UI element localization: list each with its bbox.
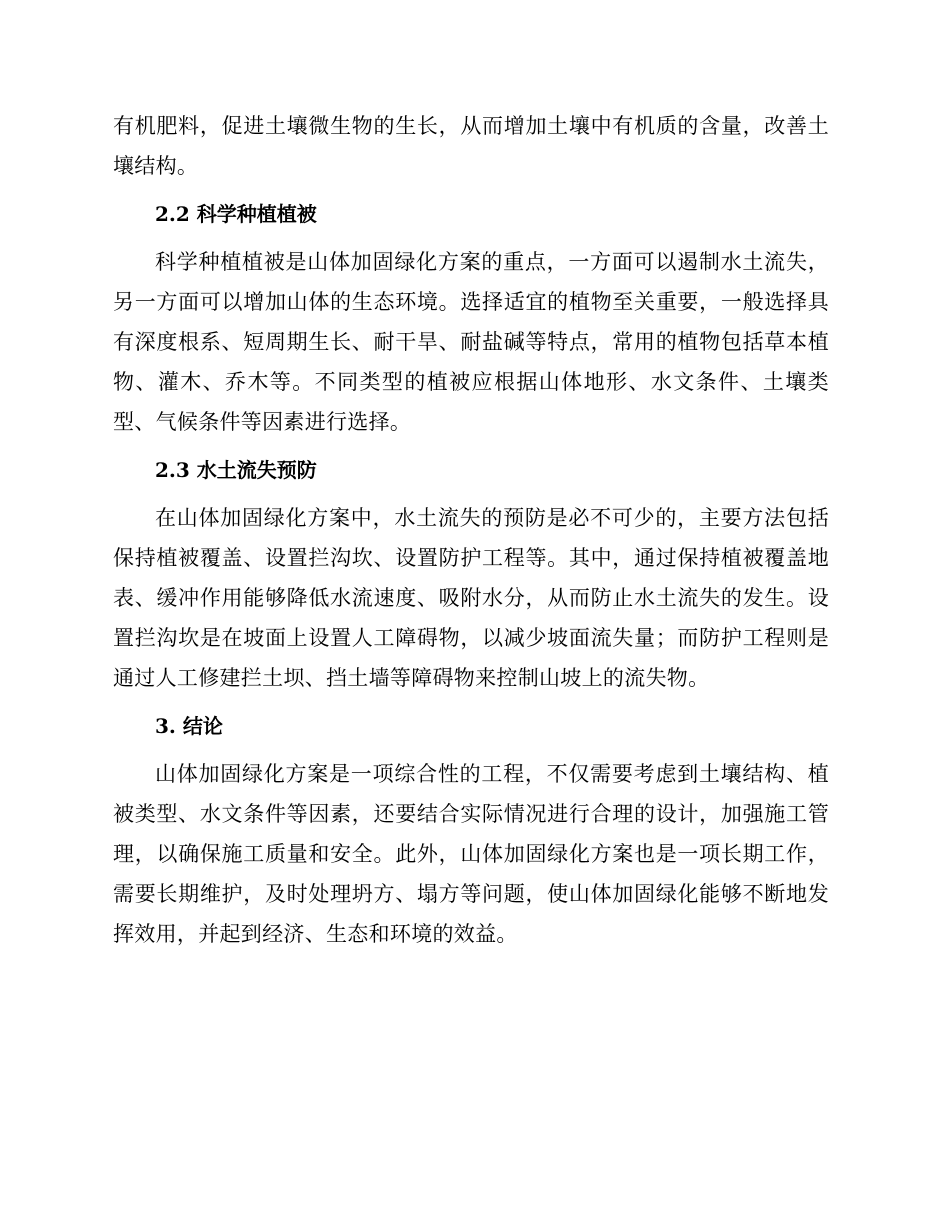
- document-page: [113, 106, 829, 954]
- paragraph-continuation: 有机肥料，促进土壤微生物的生长，从而增加土壤中有机质的含量，改善土壤结构。: [113, 114, 829, 178]
- paragraph-conclusion: 山体加固绿化方案是一项综合性的工程，不仅需要考虑到土壤结构、植被类型、水文条件等因素，还要结合实际情况进行合理的设计，加强施工管理，以确保施工质量和安全。此外，山体加固绿化方案也是一项长期工作，需要长期维护，及时处理坍方、塌方等问题，使山体加固绿化能够不断地发挥效用，并起到经济、生态和环境的效益。: [113, 762, 829, 946]
- paragraph-erosion-prevention: 在山体加固绿化方案中，水土流失的预防是必不可少的，主要方法包括保持植被覆盖、设置拦沟坎、设置防护工程等。其中，通过保持植被覆盖地表、缓冲作用能够降低水流速度、吸附水分，从而防止水土流失的发生。设置拦沟坎是在坡面上设置人工障碍物，以减少坡面流失量；而防护工程则是通过人工修建拦土坝、挡土墙等障碍物来控制山坡上的流失物。: [113, 506, 829, 690]
- paragraph-vegetation: 科学种植植被是山体加固绿化方案的重点，一方面可以遏制水土流失，另一方面可以增加山体的生态环境。选择适宜的植物至关重要，一般选择具有深度根系、短周期生长、耐干旱、耐盐碱等特点，常用的植物包括草本植物、灌木、乔木等。不同类型的植被应根据山体地形、水文条件、土壤类型、气候条件等因素进行选择。: [113, 250, 829, 434]
- section-heading-2-3: 2.3 水土流失预防: [155, 458, 317, 482]
- section-heading-3: 3. 结论: [155, 714, 223, 738]
- section-heading-2-2: 2.2 科学种植植被: [155, 202, 317, 226]
